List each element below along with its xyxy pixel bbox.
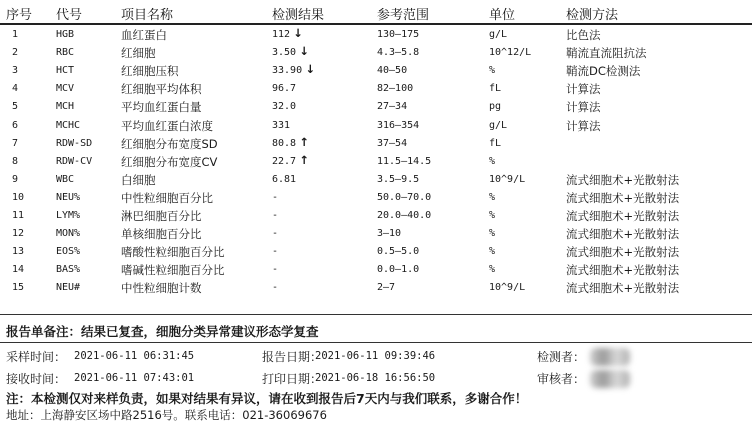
arrow-down-icon: ↓: [293, 26, 303, 40]
row-result: 80.8: [272, 137, 297, 149]
sample-time: 2021-06-11 06:31:45: [74, 350, 195, 362]
row-result: -: [272, 210, 279, 221]
table-row: [0, 61, 752, 79]
row-name: 红细胞分布宽度SD: [121, 136, 218, 151]
row-unit: g/L: [489, 29, 508, 40]
receive-time-label: 接收时间：: [6, 372, 67, 386]
remark-divider: [0, 342, 752, 343]
row-name: 中性粒细胞计数: [121, 281, 202, 296]
row-index: 12: [12, 228, 25, 240]
table-row: [0, 43, 752, 61]
row-method: 鞘流直流阻抗法: [566, 46, 647, 61]
row-unit: %: [489, 155, 496, 167]
row-index: 14: [12, 264, 25, 276]
row-range: 4.3—5.8: [377, 47, 420, 59]
row-code: NEU%: [56, 191, 81, 203]
row-range: 2—7: [377, 282, 396, 294]
table-row: [0, 116, 752, 134]
row-method: 计算法: [566, 118, 601, 133]
row-unit: %: [489, 191, 496, 203]
header-code: 代号: [56, 8, 83, 23]
row-index: 2: [12, 47, 19, 59]
row-code: RDW-CV: [56, 155, 93, 167]
row-name: 单核细胞百分比: [121, 227, 202, 242]
row-name: 红细胞分布宽度CV: [121, 154, 218, 169]
row-name: 中性粒细胞百分比: [121, 190, 213, 205]
table-row: [0, 97, 752, 115]
row-index: 11: [12, 210, 25, 221]
row-index: 7: [12, 137, 19, 149]
row-range: 40—50: [377, 65, 408, 77]
row-unit: %: [489, 264, 496, 276]
row-index: 3: [12, 65, 19, 77]
row-range: 27—34: [377, 101, 408, 113]
row-range: 316—354: [377, 119, 420, 131]
row-result: -: [272, 246, 279, 258]
row-unit: g/L: [489, 119, 508, 131]
row-unit: %: [489, 65, 496, 77]
row-index: 5: [12, 101, 19, 113]
row-index: 6: [12, 119, 19, 131]
row-name: 嗜碱性粒细胞百分比: [121, 263, 225, 278]
row-range: 37—54: [377, 137, 408, 149]
row-result: 112: [272, 29, 291, 40]
row-unit: %: [489, 246, 496, 258]
row-result: -: [272, 282, 279, 294]
row-method: 流式细胞术+光散射法: [566, 190, 680, 205]
row-result: 32.0: [272, 101, 297, 113]
row-index: 15: [12, 282, 25, 294]
row-code: HGB: [56, 29, 75, 40]
row-method: 流式细胞术+光散射法: [566, 263, 680, 278]
row-range: 0.0—1.0: [377, 264, 420, 276]
row-index: 10: [12, 191, 25, 203]
reviewer-signature-blur: [590, 370, 630, 388]
tester-signature-blur: [590, 348, 630, 366]
row-name: 红细胞平均体积: [121, 82, 202, 97]
table-row: [0, 25, 752, 43]
receive-time: 2021-06-11 07:43:01: [74, 372, 195, 384]
table-header: [0, 0, 752, 22]
row-result: 3.50: [272, 47, 297, 59]
row-name: 淋巴细胞百分比: [121, 209, 202, 223]
table-row: [0, 134, 752, 152]
row-method: 流式细胞术+光散射法: [566, 209, 680, 223]
row-code: EOS%: [56, 246, 81, 258]
row-code: MCH: [56, 101, 75, 113]
row-index: 8: [12, 155, 19, 167]
arrow-down-icon: ↓: [299, 44, 310, 59]
row-result: -: [272, 191, 279, 203]
report-date-label: 报告日期：: [262, 350, 323, 364]
row-name: 嗜酸性粒细胞百分比: [121, 245, 225, 260]
disclaimer-notice: 注：本检测仅对来样负责，如果对结果有异议，请在收到报告后7天内与我们联系，多谢合作！: [6, 391, 528, 406]
row-name: 红细胞压积: [121, 64, 179, 79]
table-bottom-divider: [0, 314, 752, 315]
row-range: 3.5—9.5: [377, 173, 420, 185]
row-index: 13: [12, 246, 25, 258]
arrow-up-icon: ↑: [299, 134, 310, 149]
row-name: 红细胞: [121, 46, 156, 61]
row-method: 鞘流DC检测法: [566, 64, 641, 79]
arrow-up-icon: ↑: [299, 152, 310, 167]
table-row: [0, 224, 752, 242]
header-index: 序号: [6, 8, 33, 23]
header-method: 检测方法: [566, 8, 619, 23]
lab-address: 地址：上海静安区场中路2516号。联系电话：021-36069676: [6, 408, 327, 422]
row-code: BAS%: [56, 264, 81, 276]
row-name: 平均血红蛋白量: [121, 100, 202, 115]
row-unit: %: [489, 228, 496, 240]
row-method: 比色法: [566, 28, 601, 42]
table-row: [0, 242, 752, 260]
table-row: [0, 206, 752, 224]
row-range: 20.0—40.0: [377, 210, 432, 221]
row-range: 82—100: [377, 83, 414, 95]
row-result: 22.7: [272, 155, 297, 167]
report-date: 2021-06-11 09:39:46: [315, 350, 436, 362]
table-row: [0, 188, 752, 206]
row-code: WBC: [56, 173, 75, 185]
row-range: 50.0—70.0: [377, 191, 432, 203]
header-result: 检测结果: [272, 8, 325, 23]
row-code: MON%: [56, 228, 81, 240]
report-remark: 报告单备注：结果已复查，细胞分类异常建议形态学复查: [6, 324, 319, 339]
reviewer-label: 审核者：: [537, 372, 586, 386]
row-method: 流式细胞术+光散射法: [566, 245, 680, 260]
row-index: 9: [12, 173, 19, 185]
row-result: -: [272, 228, 279, 240]
row-name: 血红蛋白: [121, 28, 167, 42]
row-name: 平均血红蛋白浓度: [121, 118, 213, 133]
arrow-down-icon: ↓: [305, 62, 316, 77]
print-date: 2021-06-18 16:56:50: [315, 372, 436, 384]
row-method: 流式细胞术+光散射法: [566, 281, 680, 296]
row-result: 6.81: [272, 173, 297, 185]
table-row: [0, 170, 752, 188]
row-result: 33.90: [272, 65, 303, 77]
row-code: RDW-SD: [56, 137, 93, 149]
row-name: 白细胞: [121, 172, 156, 187]
row-method: 流式细胞术+光散射法: [566, 172, 680, 187]
row-result: 331: [272, 119, 291, 131]
header-unit: 单位: [489, 8, 516, 23]
row-unit: %: [489, 210, 496, 221]
row-unit: fL: [489, 83, 502, 95]
row-range: 3—10: [377, 228, 402, 240]
table-row: [0, 152, 752, 170]
row-unit: fL: [489, 137, 502, 149]
table-row: [0, 278, 752, 296]
row-code: MCHC: [56, 119, 81, 131]
row-unit: pg: [489, 101, 502, 113]
row-range: 11.5—14.5: [377, 155, 432, 167]
row-code: NEU#: [56, 282, 81, 294]
row-unit: 10^9/L: [489, 173, 526, 185]
row-range: 130—175: [377, 29, 420, 40]
row-result: -: [272, 264, 279, 276]
row-code: RBC: [56, 47, 75, 59]
row-code: MCV: [56, 83, 75, 95]
row-method: 计算法: [566, 100, 601, 115]
table-row: [0, 260, 752, 278]
header-range: 参考范围: [377, 8, 430, 23]
row-code: HCT: [56, 65, 75, 77]
row-method: 流式细胞术+光散射法: [566, 227, 680, 242]
row-result: 96.7: [272, 83, 297, 95]
row-unit: 10^12/L: [489, 47, 532, 59]
sample-time-label: 采样时间：: [6, 350, 67, 364]
row-range: 0.5—5.0: [377, 246, 420, 258]
row-index: 4: [12, 83, 19, 95]
header-name: 项目名称: [121, 8, 174, 23]
row-index: 1: [12, 29, 19, 40]
row-unit: 10^9/L: [489, 282, 526, 294]
row-code: LYM%: [56, 210, 81, 221]
print-date-label: 打印日期：: [262, 372, 323, 386]
row-method: 计算法: [566, 82, 601, 97]
table-row: [0, 79, 752, 97]
tester-label: 检测者：: [537, 350, 586, 364]
